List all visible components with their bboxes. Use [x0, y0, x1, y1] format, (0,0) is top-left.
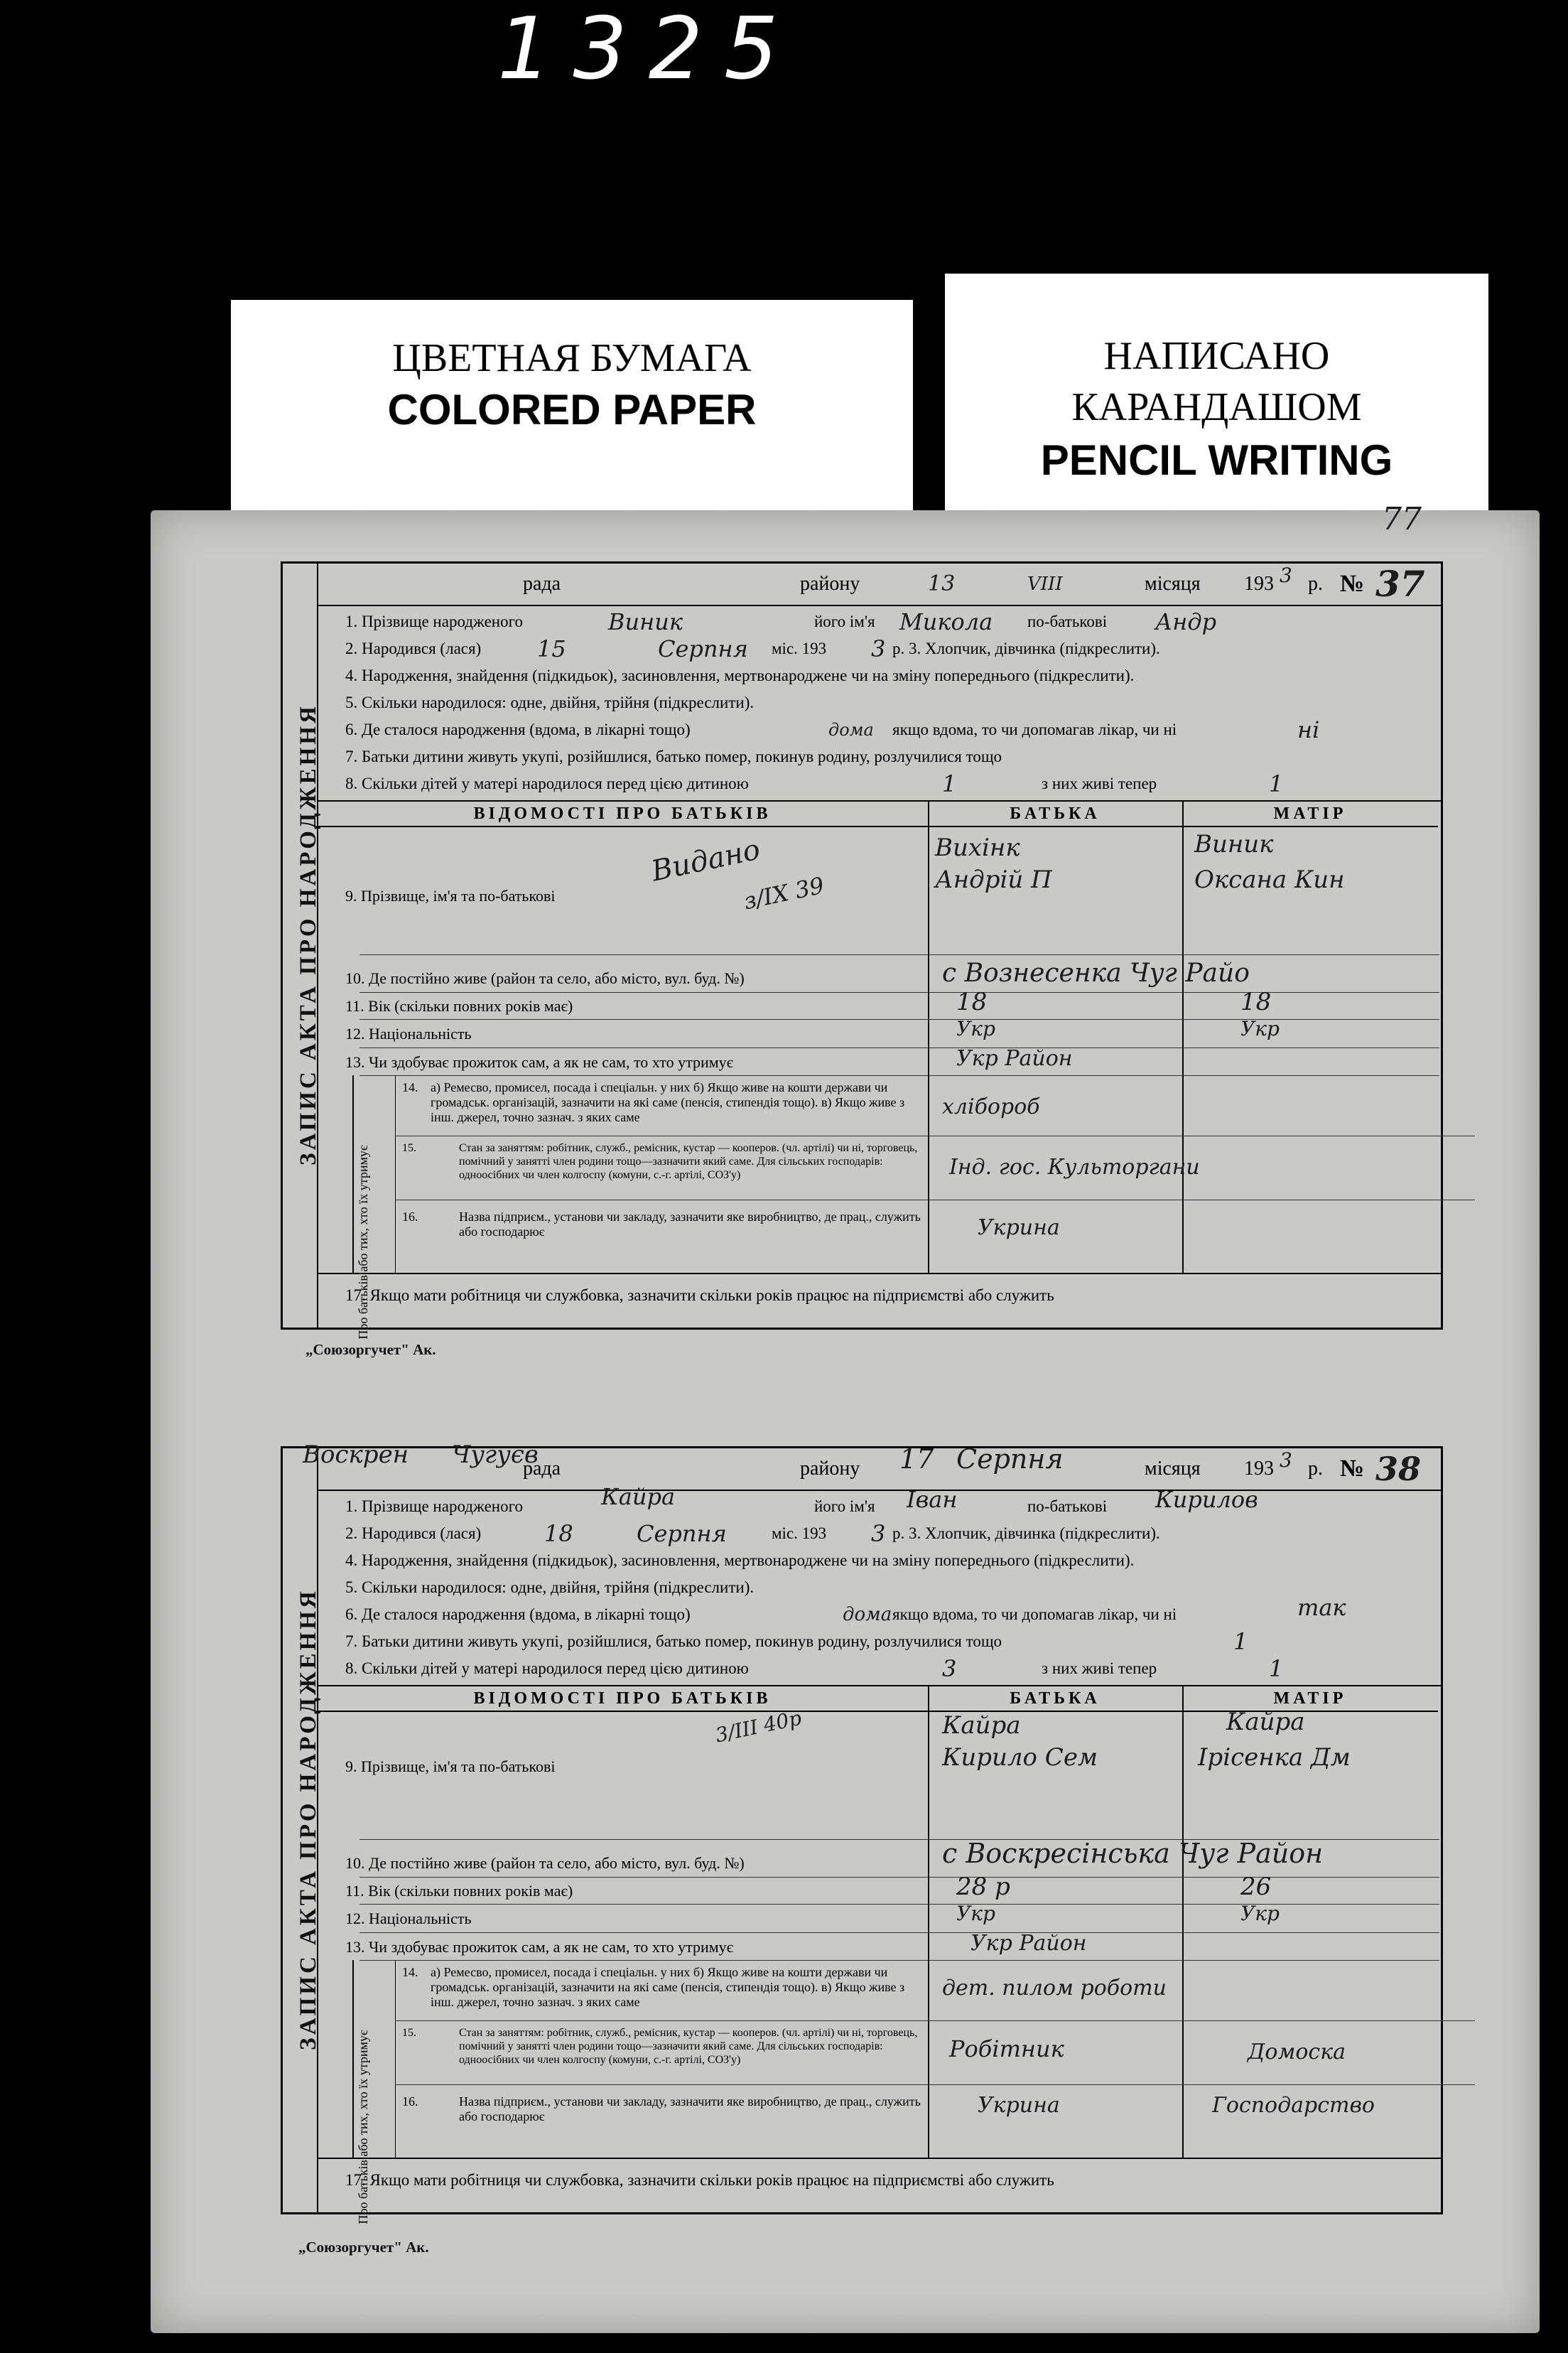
- child-surname: Кайра: [601, 1483, 676, 1510]
- row-5: 5. Скільки народилося: одне, двійня, трійня (підкреслити).: [345, 694, 755, 711]
- rada-label: рада: [523, 573, 561, 595]
- born-year: 3: [871, 1520, 886, 1547]
- record-day: 17: [899, 1443, 934, 1475]
- enterprise: Укрина: [978, 1215, 1060, 1240]
- child-patronymic: Кирилов: [1155, 1486, 1258, 1513]
- birth-record-form-2: [281, 1441, 1443, 2224]
- born-day: 15: [537, 635, 566, 662]
- side-strip: [283, 564, 321, 1328]
- birth-record-form-1: [281, 561, 1443, 1340]
- child-name: Іван: [907, 1486, 958, 1513]
- father-nationality: Укр: [956, 1017, 995, 1040]
- misyatsia-label: місяця: [1145, 1458, 1201, 1480]
- th-mother: МАТІР: [1182, 1686, 1438, 1712]
- mother-status: Домоска: [1248, 2040, 1346, 2064]
- born-month: Серпня: [637, 1520, 727, 1547]
- row-8: 8. Скільки дітей у матері народилося перед цією дитиною 1 з них живі тепер 1: [345, 770, 1284, 797]
- father-age: 28 р: [956, 1873, 1010, 1901]
- occupation: дет. пилом роботи: [942, 1976, 1167, 2001]
- father-enterprise: Укрина: [978, 2093, 1060, 2118]
- archive-label-ru: ЦВЕТНАЯ БУМАГА: [392, 336, 752, 380]
- mother-age: 26: [1240, 1873, 1272, 1901]
- number-label: №: [1340, 571, 1365, 597]
- support: Укр Район: [956, 1046, 1073, 1071]
- parents-table: ВІДОМОСТІ ПРО БАТЬКІВ БАТЬКА МАТІР 9. Прізвище, ім'я та по-батькові 3/III 40р Кайра Кирило Сем Кайра Ірісенка Дм 10. Де постійно живе (район та село, або місто, вул. буд. №) с Воскресінська Чуг Район 11. Вік (скільки повних років має) 28 р 26 12. Національність Укр Укр 13. Чи здобуває прожиток сам, а як не сам, то хто утримує Укр Район Про батьків або тих, хто їх утримує 14. а) Ремесво, промисел, посада і спеціальн. у них б) Якщо живе на кошти держави чи громадськ. організацій, зазначити на які саме (пенсія, стипендія тощо). в) Якщо живе з інш. джерел, точно зазнач. з яких саме дет. пилом роботи 15. Стан за заняттям: робітник, служб., ремісник, кустар — кооперов. (чл. артілі) чи ні, торговець, помічний у занятті член родини тощо—зазначити який саме. Для сільських господарів: одноосібних чи член колгоспу (комуни, с.-г. артілі, СОЗ'у) Робітник Домоска 16. Назва підприєм., установи чи закладу, зазначити яке виробництво, де прац., служить або господарює Укрина Господарство: [317, 1685, 1441, 2159]
- year-prefix: 193: [1244, 573, 1274, 595]
- born-year: 3: [871, 635, 886, 662]
- parents-table: ВІДОМОСТІ ПРО БАТЬКІВ БАТЬКА МАТІР 9. Прізвище, ім'я та по-батькові Видано з/IX 39 Вихінк Андрій П Виник Оксана Кин 10. Де постійно живе (район та село, або місто, вул. буд. №) с Вознесенка Чуг Райо 11. Вік (скільки повних років має) 18 18 12. Національність Укр Укр 13. Чи здобуває прожиток сам, а як не сам, то хто утримує Укр Район Про батьків або тих, хто їх утримує 14. а) Ремесво, промисел, посада і спеціальн. у них б) Якщо живе на кошти держави чи громадськ. організацій, зазначити на які саме (пенсія, стипендія тощо). в) Якщо живе з інш. джерел, точно зазнач. з яких саме хлібороб 15. Стан за заняттям: робітник, служб., ремісник, кустар — кооперов. (чл. артілі) чи ні, торговець, помічний у занятті член родини тощо—зазначити який саме. Для сільських господарів: одноосібних чи член колгоспу (комуни, с.-г. артілі, СОЗ'у) Інд. гос. Культоргани 16. Назва підприєм., установи чи закладу, зазначити яке виробництво, де прац., служить або господарює Укрина: [317, 800, 1441, 1274]
- row-8: 8. Скільки дітей у матері народилося перед цією дитиною 3 з них живі тепер 1: [345, 1655, 1284, 1682]
- rada-name: Чугуєв: [452, 1441, 539, 1469]
- mother-name: Ірісенка Дм: [1198, 1743, 1351, 1772]
- row-6: 6. Де сталося народження (вдома, в лікарні тощо) дома якщо вдома, то чи допомагав лікар, чи ні ні: [345, 716, 1320, 743]
- archive-label-colored-paper: [231, 300, 913, 542]
- subcolumn-label: Про батьків або тих, хто їх утримує: [356, 1145, 370, 1340]
- sheet-corner-number: 77: [1382, 501, 1422, 537]
- row-4: 4. Народження, знайдення (підкидьок), засиновлення, мертвонароджене чи на зміну попереднього (підкреслити).: [345, 667, 1135, 684]
- child-name: Микола: [899, 608, 993, 635]
- year-prefix: 193: [1244, 1458, 1274, 1480]
- occupation: хлібороб: [942, 1094, 1040, 1119]
- children-alive: 1: [1269, 770, 1284, 797]
- father-name: Кирило Сем: [942, 1743, 1098, 1772]
- status: Інд. гос. Культоргани: [949, 1155, 1200, 1180]
- rayonu-label: району: [800, 573, 860, 595]
- mother-surname: Виник: [1194, 830, 1274, 858]
- residence: с Вознесенка Чуг Райо: [942, 959, 1250, 988]
- misyatsia-label: місяця: [1145, 573, 1201, 595]
- record-number: 38: [1375, 1450, 1422, 1488]
- rada-label: рада: [523, 1458, 561, 1480]
- row-4: 4. Народження, знайдення (підкидьок), засиновлення, мертвонароджене чи на зміну попереднього (підкреслити).: [345, 1551, 1135, 1569]
- record-day: 13: [928, 571, 956, 596]
- record-year-digit: 3: [1280, 1448, 1292, 1472]
- archive-label-en: PENCIL WRITING: [1040, 436, 1393, 484]
- year-r-label: р.: [1308, 573, 1323, 595]
- father-status: Робітник: [949, 2035, 1064, 2062]
- mother-enterprise: Господарство: [1212, 2093, 1375, 2118]
- record-month: VIII: [1027, 574, 1063, 595]
- side-title: ЗАПИС АКТА ПРО НАРОДЖЕННЯ: [296, 1588, 321, 2050]
- th-parents: ВІДОМОСТІ ПРО БАТЬКІВ: [317, 1686, 928, 1712]
- father-name: Андрій П: [935, 866, 1052, 894]
- family-status: 1: [1233, 1628, 1248, 1655]
- row-1: 1. Прізвище народженого Кайра його ім'я Іван по-батькові Кирилов: [345, 1483, 1258, 1515]
- row-7: 7. Батьки дитини живуть укупі, розійшлися, батько помер, покинув родину, розлучилися тощо 1: [345, 1628, 1248, 1655]
- th-parents: ВІДОМОСТІ ПРО БАТЬКІВ: [317, 802, 928, 827]
- children-before: 3: [942, 1655, 957, 1682]
- row-5: 5. Скільки народилося: одне, двійня, трійня (підкреслити).: [345, 1578, 755, 1596]
- born-day: 18: [544, 1520, 573, 1547]
- issued-date: 3/III 40р: [713, 1706, 804, 1748]
- printer-mark: „Союзоргучет" Ак.: [306, 1341, 436, 1358]
- father-surname: Кайра: [942, 1711, 1021, 1740]
- mother-age: 18: [1240, 988, 1272, 1016]
- father-nationality: Укр: [956, 1902, 995, 1925]
- year-r-label: р.: [1308, 1458, 1323, 1480]
- number-label: №: [1340, 1455, 1365, 1482]
- rada-prefix: Воскрен: [303, 1441, 409, 1469]
- form-header: [303, 1441, 1441, 1491]
- th-father: БАТЬКА: [928, 1686, 1182, 1712]
- row-17: 17. Якщо мати робітниця чи службовка, зазначити скільки років працює на підприємстві або служить: [317, 2158, 1441, 2212]
- row-7: 7. Батьки дитини живуть укупі, розійшлися, батько помер, покинув родину, розлучилися тощо: [345, 748, 1002, 765]
- record-number: 37: [1375, 563, 1425, 605]
- children-before: 1: [942, 770, 957, 797]
- archive-label-pencil-writing: [945, 274, 1488, 515]
- birth-place: дома: [843, 1604, 892, 1625]
- mother-surname: Кайра: [1226, 1708, 1305, 1736]
- mother-name: Оксана Кин: [1194, 866, 1345, 894]
- archive-label-ru: НАПИСАНО КАРАНДАШОМ: [1071, 334, 1362, 429]
- birth-place: дома: [828, 720, 874, 740]
- doctor-assisted: так: [1297, 1594, 1346, 1621]
- subcolumn-label: Про батьків або тих, хто їх утримує: [356, 2030, 370, 2224]
- row-17: 17. Якщо мати робітниця чи службовка, зазначити скільки років працює на підприємстві або служить: [317, 1273, 1441, 1328]
- rayonu-label: району: [800, 1458, 860, 1480]
- issued-stamp: Видано: [648, 833, 763, 888]
- mother-nationality: Укр: [1240, 1017, 1280, 1040]
- child-surname: Виник: [608, 608, 683, 635]
- born-month: Серпня: [658, 635, 748, 662]
- row-2: 2. Народився (лася) 15 Серпня міс. 193 3 р. 3. Хлопчик, дівчинка (підкреслити).: [345, 635, 1160, 662]
- residence: с Воскресінська Чуг Район: [942, 1838, 1324, 1869]
- row-1: 1. Прізвище народженого Виник його ім'я Микола по-батькові Андр: [345, 608, 1217, 635]
- side-strip: [283, 1448, 321, 2212]
- child-patronymic: Андр: [1155, 608, 1217, 635]
- side-title: ЗАПИС АКТА ПРО НАРОДЖЕННЯ: [296, 704, 321, 1165]
- form-header: [317, 564, 1441, 606]
- doctor-assisted: ні: [1297, 716, 1320, 743]
- printer-mark: „Союзоргучет" Ак.: [298, 2239, 429, 2256]
- mother-nationality: Укр: [1240, 1902, 1280, 1925]
- th-father: БАТЬКА: [928, 802, 1182, 827]
- children-alive: 1: [1269, 1655, 1284, 1682]
- record-year-digit: 3: [1280, 564, 1292, 587]
- father-surname: Вихінк: [935, 834, 1020, 862]
- archive-label-en: COLORED PAPER: [387, 386, 757, 434]
- film-frame-number: 1325: [497, 0, 800, 99]
- row-2: 2. Народився (лася) 18 Серпня міс. 193 3 р. 3. Хлопчик, дівчинка (підкреслити).: [345, 1520, 1160, 1547]
- record-month: Серпня: [956, 1443, 1064, 1475]
- father-age: 18: [956, 988, 988, 1016]
- issued-date: з/IX 39: [741, 871, 827, 915]
- th-mother: МАТІР: [1182, 802, 1438, 827]
- support: Укр Район: [970, 1931, 1087, 1956]
- row-6: 6. Де сталося народження (вдома, в лікарні тощо) дома якщо вдома, то чи допомагав лікар, чи ні так: [317, 1600, 1441, 1629]
